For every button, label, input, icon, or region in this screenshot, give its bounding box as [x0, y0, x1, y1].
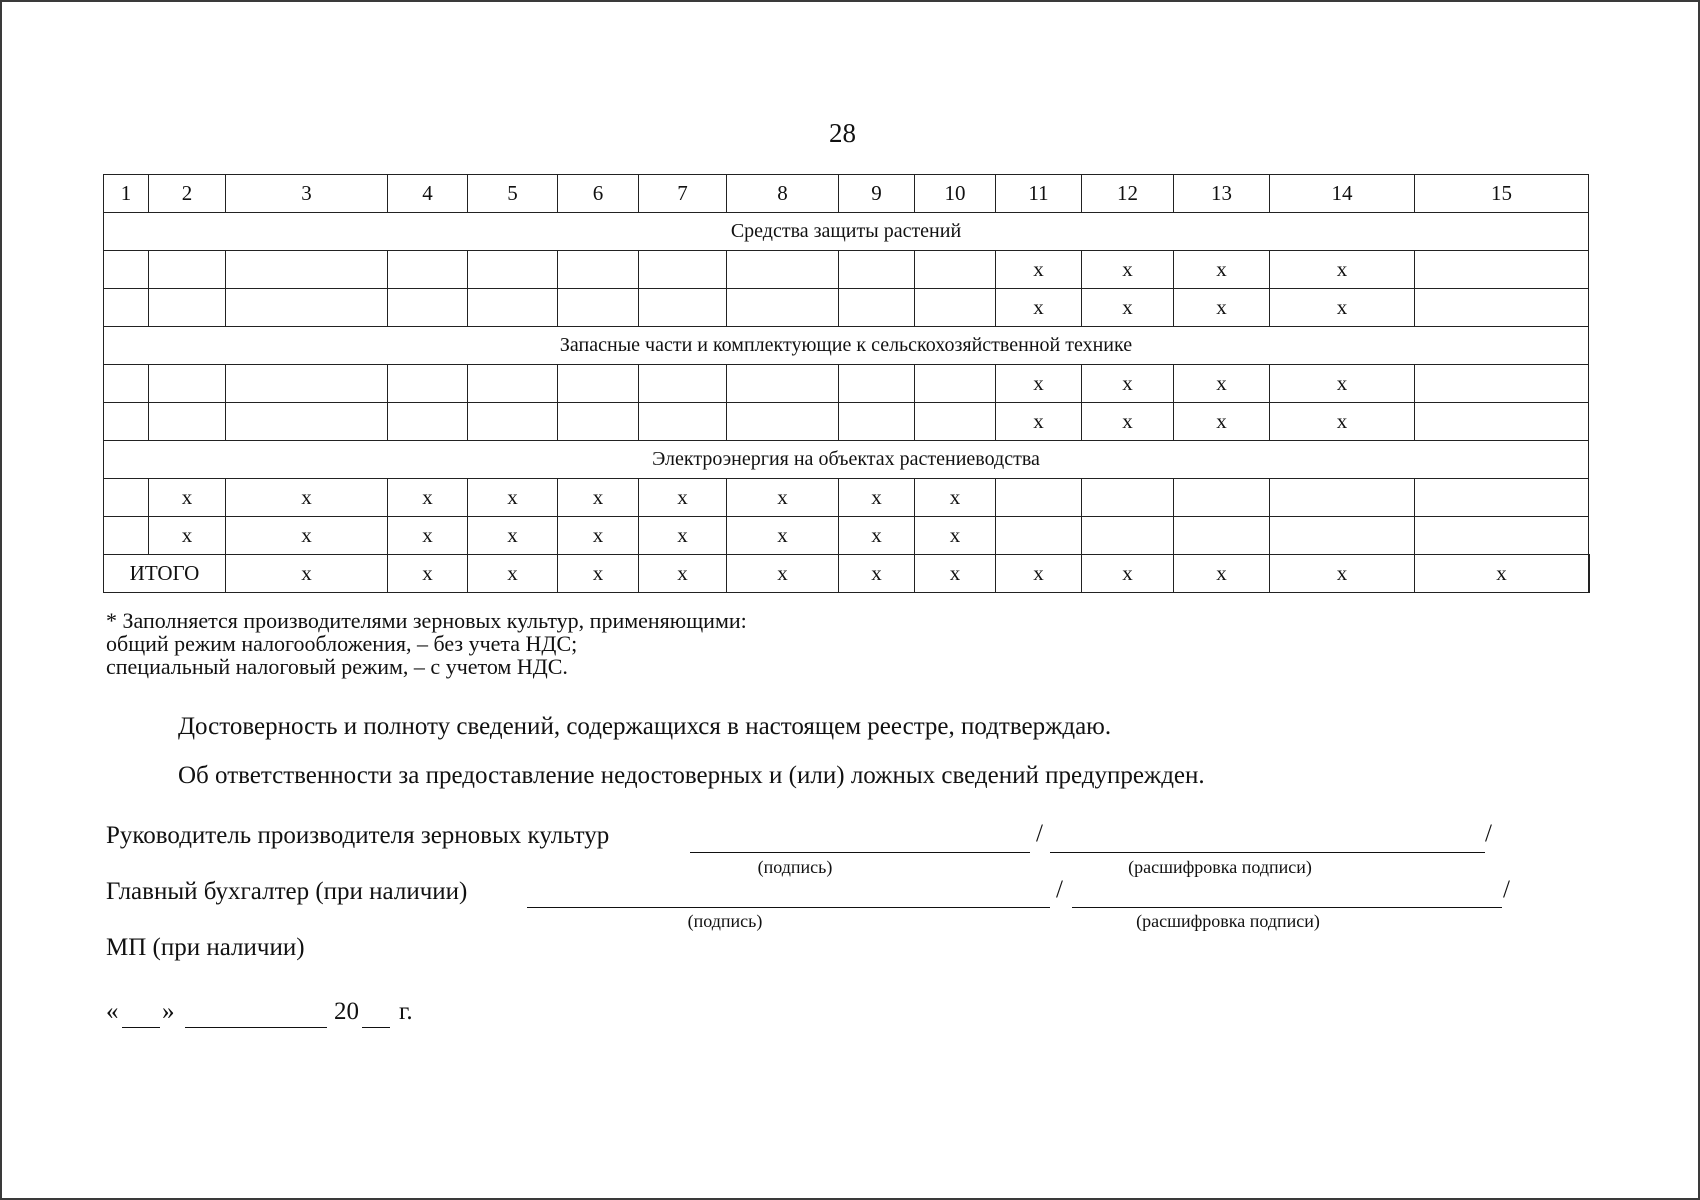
table-cell: x [996, 289, 1082, 327]
table-cell: x [558, 517, 639, 555]
column-number: 6 [558, 175, 639, 213]
table-cell [996, 479, 1082, 517]
table-cell: x [727, 555, 839, 593]
table-cell [1415, 251, 1589, 289]
table-cell: x [1270, 403, 1415, 441]
table-cell: x [1270, 365, 1415, 403]
head-signature-label: Руководитель производителя зерновых культур [106, 822, 610, 849]
table-cell [558, 403, 639, 441]
table-cell [226, 403, 388, 441]
date-year-suffix: г. [399, 998, 413, 1025]
table-cell: x [996, 403, 1082, 441]
table-cell [1415, 365, 1589, 403]
table-cell [468, 251, 558, 289]
table-cell: x [839, 479, 915, 517]
table-cell [104, 517, 149, 555]
table-cell: x [639, 479, 727, 517]
table-cell [839, 403, 915, 441]
table-cell [1589, 555, 1590, 593]
separator-slash: / [1036, 820, 1043, 847]
table-cell [1082, 479, 1174, 517]
column-number: 5 [468, 175, 558, 213]
table-cell: x [226, 479, 388, 517]
table-cell: x [1082, 251, 1174, 289]
table-cell: x [388, 517, 468, 555]
table-cell [558, 289, 639, 327]
separator-slash: / [1485, 820, 1492, 847]
table-cell [104, 479, 149, 517]
column-number: 10 [915, 175, 996, 213]
column-number-row [104, 175, 1590, 213]
table-cell [104, 365, 149, 403]
table-cell [915, 251, 996, 289]
table-cell: x [915, 479, 996, 517]
table-cell [104, 403, 149, 441]
table-cell [388, 403, 468, 441]
date-day-field[interactable] [122, 1027, 160, 1028]
table-cell [104, 289, 149, 327]
table-cell [727, 251, 839, 289]
table-row [104, 403, 1590, 441]
table-cell: x [1174, 365, 1270, 403]
table-cell: x [558, 479, 639, 517]
table-row [104, 251, 1590, 289]
table-cell [149, 251, 226, 289]
table-cell: x [468, 479, 558, 517]
table-cell: x [468, 555, 558, 593]
decoding-caption: (расшифровка подписи) [1136, 911, 1320, 931]
table-cell: x [1270, 289, 1415, 327]
table-cell: x [727, 517, 839, 555]
column-number: 2 [149, 175, 226, 213]
table-row [104, 479, 1590, 517]
table-cell: x [1174, 251, 1270, 289]
table-cell [1415, 479, 1589, 517]
table-cell [104, 251, 149, 289]
column-number: 12 [1082, 175, 1174, 213]
table-cell: x [388, 479, 468, 517]
column-number: 9 [839, 175, 915, 213]
separator-slash: / [1503, 876, 1510, 903]
confirmation-statement: Достоверность и полноту сведений, содержащихся в настоящем реестре, подтверждаю. [178, 713, 1112, 740]
date-year-prefix: 20 [334, 998, 359, 1025]
responsibility-statement: Об ответственности за предоставление недостоверных и (или) ложных сведений предупрежден. [178, 762, 1205, 789]
table-cell [388, 365, 468, 403]
table-row [104, 289, 1590, 327]
table-cell [1415, 517, 1589, 555]
signature-caption: (подпись) [757, 857, 833, 877]
table-cell [1174, 479, 1270, 517]
table-cell [226, 365, 388, 403]
table-cell [558, 251, 639, 289]
page-number: 28 [829, 118, 856, 148]
date-year-field[interactable] [362, 1027, 390, 1028]
section-title: Электроэнергия на объектах растениеводства [104, 441, 1589, 479]
table-cell: x [1082, 555, 1174, 593]
total-row [104, 555, 1590, 593]
table-cell: x [639, 517, 727, 555]
stamp-label: МП (при наличии) [106, 934, 305, 961]
table-cell [149, 365, 226, 403]
table-cell: x [1174, 555, 1270, 593]
table-cell [915, 365, 996, 403]
table-cell [839, 289, 915, 327]
table-cell: x [226, 555, 388, 593]
table-cell: x [996, 365, 1082, 403]
footnote-line: специальный налоговый режим, – с учетом НДС. [106, 654, 568, 679]
table-cell [996, 517, 1082, 555]
table-cell [226, 251, 388, 289]
accountant-signature-decoding-field[interactable] [1072, 907, 1502, 908]
table-cell: x [558, 555, 639, 593]
section-header-row [104, 441, 1590, 479]
table-cell: x [468, 517, 558, 555]
table-cell [558, 365, 639, 403]
table-cell [388, 289, 468, 327]
table-cell: x [1082, 365, 1174, 403]
column-number: 3 [226, 175, 388, 213]
column-number: 14 [1270, 175, 1415, 213]
table-cell: x [996, 251, 1082, 289]
table-cell [727, 403, 839, 441]
table-cell [1415, 403, 1589, 441]
table-cell: x [1174, 403, 1270, 441]
date-open-quote: « [106, 998, 119, 1025]
table-cell: x [226, 517, 388, 555]
table-cell: x [1082, 289, 1174, 327]
table-cell [1270, 517, 1415, 555]
column-number: 15 [1415, 175, 1589, 213]
table-cell: x [839, 555, 915, 593]
table-cell: x [1174, 289, 1270, 327]
column-number: 4 [388, 175, 468, 213]
section-title: Запасные части и комплектующие к сельскохозяйственной технике [104, 327, 1589, 365]
decoding-caption: (расшифровка подписи) [1128, 857, 1312, 877]
section-header-row [104, 213, 1590, 251]
table-cell: x [639, 555, 727, 593]
table-cell: x [1415, 555, 1589, 593]
table-cell [639, 403, 727, 441]
table-cell [468, 289, 558, 327]
column-number: 11 [996, 175, 1082, 213]
signature-caption: (подпись) [687, 911, 763, 931]
table-cell: x [388, 555, 468, 593]
date-month-field[interactable] [185, 1027, 327, 1028]
registry-table [103, 174, 1590, 593]
table-cell [149, 403, 226, 441]
table-row [104, 517, 1590, 555]
column-number: 1 [104, 175, 149, 213]
table-cell [639, 365, 727, 403]
footnote [106, 609, 747, 678]
table-cell [468, 403, 558, 441]
column-number: 7 [639, 175, 727, 213]
table-cell: x [1270, 251, 1415, 289]
table-cell: x [149, 517, 226, 555]
table-cell: x [727, 479, 839, 517]
head-signature-decoding-field[interactable] [1050, 852, 1485, 853]
table-cell [1082, 517, 1174, 555]
table-cell [149, 289, 226, 327]
table-cell [1415, 289, 1589, 327]
table-cell [639, 251, 727, 289]
table-cell [1270, 479, 1415, 517]
section-header-row [104, 327, 1590, 365]
table-row [104, 365, 1590, 403]
table-cell: x [839, 517, 915, 555]
total-label: ИТОГО [104, 555, 226, 593]
table-cell: x [915, 555, 996, 593]
table-cell: x [1270, 555, 1415, 593]
accountant-signature-label: Главный бухгалтер (при наличии) [106, 878, 468, 905]
table-cell [226, 289, 388, 327]
table-cell [727, 289, 839, 327]
separator-slash: / [1056, 876, 1063, 903]
table-cell [727, 365, 839, 403]
date-close-quote: » [162, 998, 175, 1025]
table-cell [839, 365, 915, 403]
section-title: Средства защиты растений [104, 213, 1589, 251]
table-cell: x [915, 517, 996, 555]
column-number: 8 [727, 175, 839, 213]
accountant-signature-field[interactable] [527, 907, 1050, 908]
table-cell: x [149, 479, 226, 517]
footnote-line: общий режим налогообложения, – без учета НДС; [106, 631, 578, 656]
table-cell [388, 251, 468, 289]
footnote-line: * Заполняется производителями зерновых культур, применяющими: [106, 608, 747, 633]
head-signature-field[interactable] [690, 852, 1030, 853]
table-cell: x [996, 555, 1082, 593]
table-cell: x [1082, 403, 1174, 441]
table-cell [915, 289, 996, 327]
table-cell [468, 365, 558, 403]
table-cell [639, 289, 727, 327]
column-number: 13 [1174, 175, 1270, 213]
table-cell [915, 403, 996, 441]
table-cell [1174, 517, 1270, 555]
table-cell [839, 251, 915, 289]
